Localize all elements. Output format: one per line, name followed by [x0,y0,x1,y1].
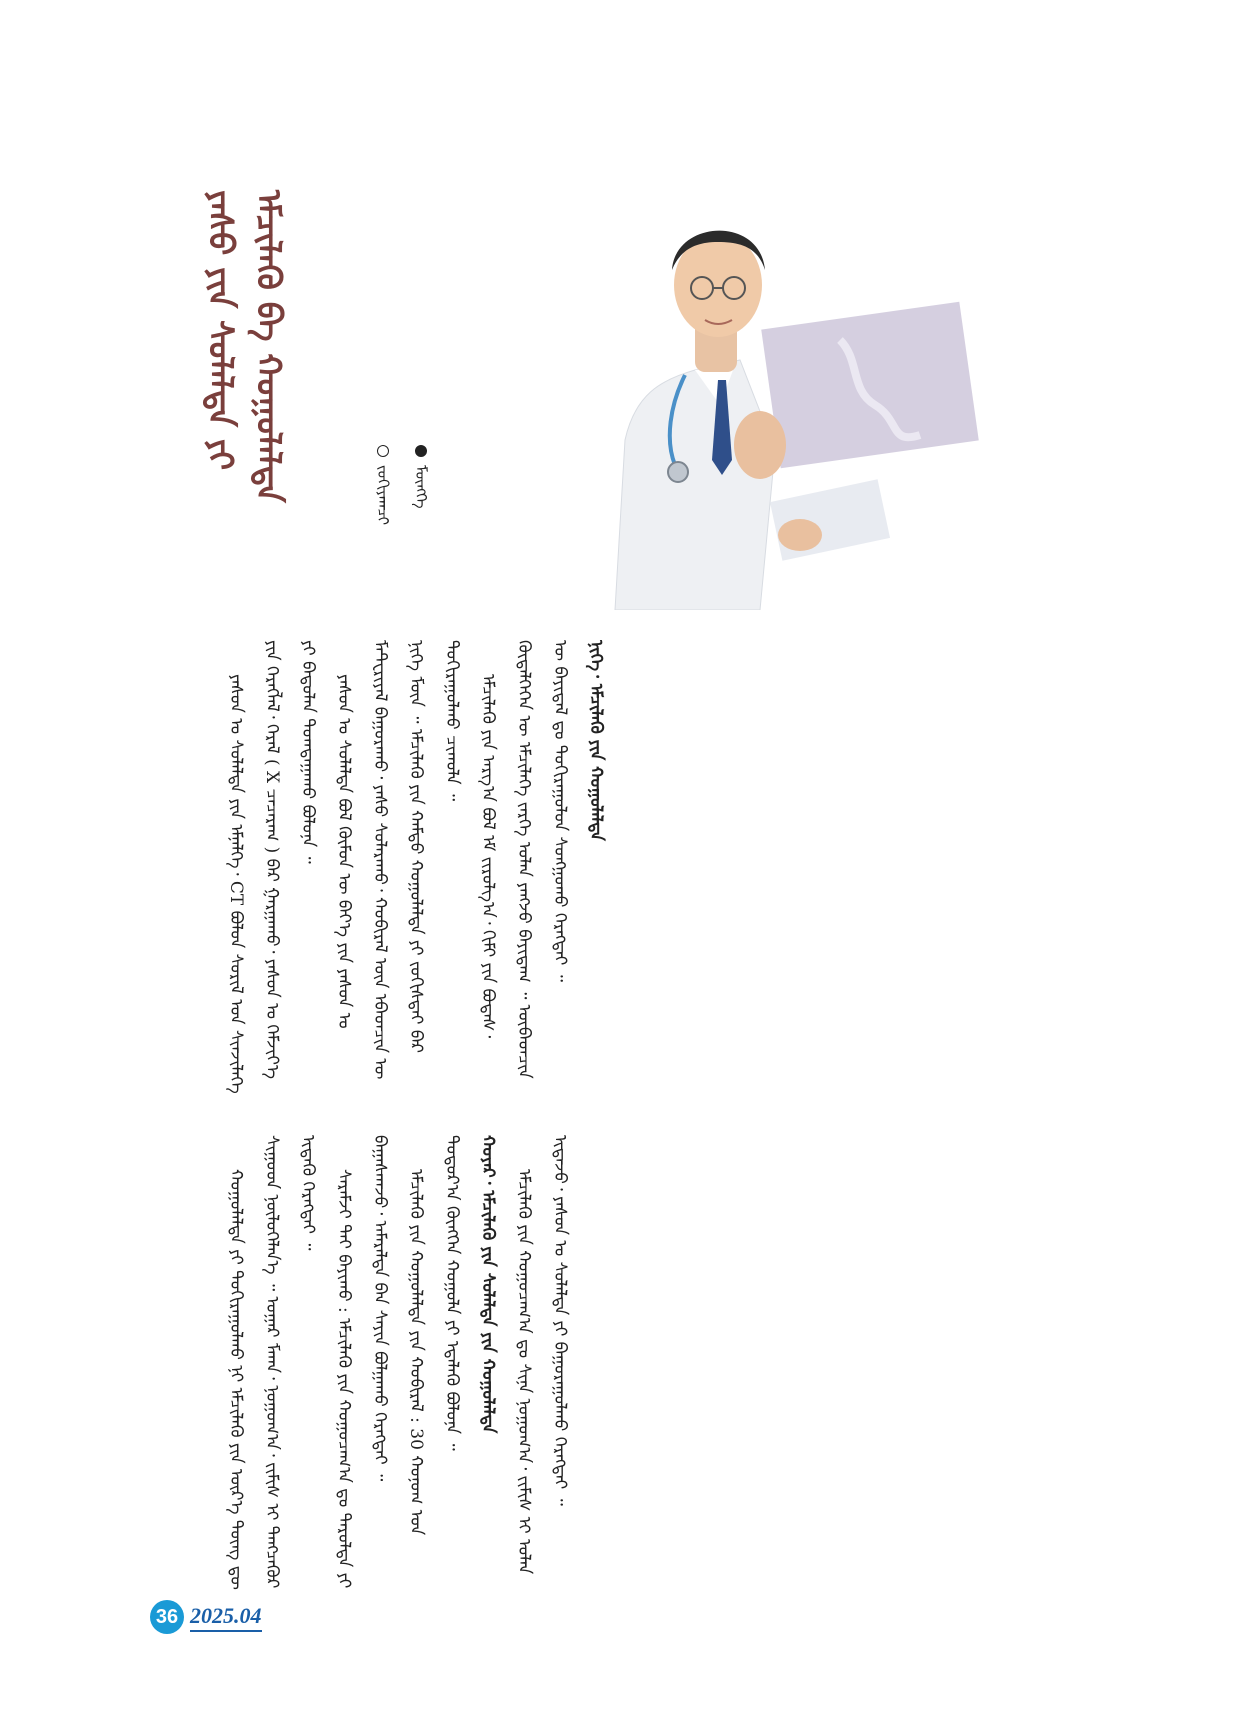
byline-label: ᠵᠣᠬᠢᠶᠠᠭᠴᠢ [374,465,392,526]
body-paragraph-2: ᠶᠠᠰᠤᠨ ᠤ ᠰᠤᠯᠠᠯᠲᠠ ᠪᠣᠯ ᠬᠦᠮᠦᠨ ᠦ ᠪᠡᠶ᠎ᠡ ᠶᠢᠨ ᠶᠠᠰᠤᠨ ᠤ ᠮᠠᠲ᠋ᠧᠷᠢᠶᠠᠯ ᠪᠠᠭᠤᠷᠠᠬᠤ᠂ ᠶᠠᠰᠤ ᠰᠤᠯᠠᠷᠠᠬᠤ᠂ ᠬᠤᠪᠢᠷᠠᠯ ᠦᠨ ᠡᠪᠡᠳᠴᠢᠨ ᠦ ᠨᠢᠭᠡ ᠮᠥᠨ ᠃ ᠡᠮᠴᠢᠯᠡᠬᠦ ᠶᠢᠨ ᠬᠠᠮᠲᠤ ᠬᠣᠭᠤᠯᠠᠯᠲᠠ ᠶᠢ ᠵᠣᠬᠢᠰᠲᠠᠶ ᠪᠠᠷ ᠲᠣᠬᠢᠷᠠᠭᠤᠯᠬᠤ ᠴᠢᠬᠤᠯᠠ ᠃ [334,640,462,1080]
title-line-1: ᠶᠠᠰᠤ ᠶᠢᠨ ᠰᠤᠯᠠᠯᠲᠠ ᠶᠢ [200,190,240,471]
body-paragraph-1: ᠶᠠᠰᠤᠨ ᠤ ᠰᠤᠯᠠᠯᠲᠠ ᠶᠢᠨ ᠡᠮᠨᠡᠯᠭᠡ᠂ CT ᠪᠣᠯᠣᠨ ᠰᠣᠷᠢᠯ ᠤᠨ ᠰᠢᠨᠵᠢᠯᠡᠭᠡ ᠶᠢᠨ ᠬᠡᠷᠡᠭᠯᠡᠯ᠂ ᠭᠡᠷᠡᠯ ( X ᠴᠠᠴᠠᠷᠠᠭ ) ᠪᠡᠷ ᠭᠠᠷᠭᠠᠬᠤ᠂ ᠶᠠᠰᠤᠨ ᠤ ᠬᠡᠮᠵᠢᠶ᠎ᠡ ᠶᠢ ᠪᠠᠲᠤᠯᠠᠨ ᠲᠣᠭᠲᠠᠭᠠᠬᠤ ᠪᠣᠯᠤᠨᠠ ᠃ [226,640,318,1094]
article-body [218,640,1078,1590]
title-line-2: ᠡᠮᠴᠢᠯᠡᠬᠦ ᠪᠠ ᠬᠣᠭᠤᠯᠠᠯᠲᠠ [248,190,288,503]
circle-outline-icon [377,445,389,457]
article-title [200,190,320,570]
doctor-illustration-svg [600,190,1010,610]
body-paragraph-5: ᠰᠡᠷᠡᠮᠵᠢ ᠲᠠᠢ ᠪᠠᠶᠢᠬᠤ : ᠡᠮᠴᠢᠯᠡᠬᠦ ᠶᠢᠨ ᠬᠤᠭᠤᠴᠠᠭ᠎ᠠ ᠳᠤ ᠳᠠᠷᠤᠯᠲᠠ ᠶᠢ ᠪᠠᠭᠠᠰᠬᠠᠵᠤ᠂ ᠠᠮᠠᠷᠠᠯᠲᠠ ᠪᠠᠨ ᠰᠠᠶᠢᠨ ᠪᠣᠯᠭᠠᠬᠤ ᠬᠡᠷᠡᠭᠲᠡᠶ ᠃ [334,1135,390,1589]
doctor-xray-illustration [600,190,1010,610]
byline-author: ᠮᠥᠩᠬᠡ [412,465,430,509]
byline [370,445,434,535]
circle-filled-icon [415,445,427,457]
page-number: 36 [150,1600,184,1634]
body-paragraph-4: ᠬᠣᠭᠤᠯᠠᠯᠲᠠ ᠶᠢ ᠲᠣᠬᠢᠷᠠᠭᠤᠯᠬᠤ ᠨᠢ ᠡᠮᠴᠢᠯᠡᠬᠦ ᠶᠢᠨ ᠦᠷ᠎ᠡ ᠳᠦᠩ ᠳᠦ ᠰᠢᠭᠤᠳ ᠨᠥᠯᠥᠭᠡᠯᠡᠨ᠎ᠡ ᠃ ᠤᠭᠠᠷ ᠮᠠᠬᠠ᠂ ᠨᠣᠭᠣᠭ᠎ᠠ᠂ ᠵᠢᠮᠢᠰ ᠢ ᠲᠡᠩᠴᠡᠭᠦᠷ ᠢᠳᠡᠬᠦ ᠬᠡᠷᠡᠭᠲᠡᠶ ᠃ [226,1135,318,1590]
page-footer [150,1600,262,1634]
body-paragraph-3: ᠡᠮᠴᠢᠯᠡᠬᠦ ᠶᠢᠨ ᠠᠷᠭ᠎ᠠ ᠪᠣᠯ ᠡᠮ ᠵᠢᠷᠤᠯᠭ᠎ᠠ᠂ ᠬᠢᠮᠢ ᠶᠢᠨ ᠪᠣᠳᠠᠰ᠂ ᠬᠥᠳᠡᠯᠭᠡᠭᠡᠨ ᠦ ᠡᠮᠴᠢᠯᠡᠭᠡ ᠵᠡᠷᠭᠡ ᠣᠯᠠᠨ ᠶᠠᠩᠵᠤ ᠪᠠᠶᠢᠳᠠᠭ ᠃ ᠥᠪᠡᠳᠴᠢᠨ ᠦ ᠪᠠᠶᠢᠳᠠᠯ ᠳᠤ ᠲᠣᠬᠢᠷᠠᠭᠤᠯᠤᠨ ᠰᠣᠩᠭᠣᠬᠤ ᠬᠡᠷᠡᠭᠲᠡᠶ ᠃ [478,640,570,1079]
body-paragraph-6: ᠡᠮᠴᠢᠯᠡᠬᠦ ᠶᠢᠨ ᠬᠣᠭᠤᠯᠠᠯᠲᠠ ᠶᠢᠨ ᠬᠤᠪᠢᠷᠠᠯ : 30 ᠬᠣᠨᠣᠭ ᠤᠨ ᠳᠣᠲᠣᠷ᠎ᠠ ᠬᠥᠩᠭᠡᠨ ᠬᠣᠭᠤᠯᠠ ᠶᠢ ᠡᠳᠡᠯᠡᠬᠦ ᠪᠣᠯᠤᠨᠠ ᠃ [406,1135,462,1536]
body-paragraph-7: ᠡᠮᠴᠢᠯᠡᠬᠦ ᠶᠢᠨ ᠬᠤᠭᠤᠴᠠᠭ᠎ᠠ ᠳᠤ ᠰᠢᠨᠡ ᠨᠣᠭᠣᠭ᠎ᠠ᠂ ᠵᠢᠮᠢᠰ ᠢ ᠣᠯᠠᠨ ᠢᠳᠡᠵᠦ᠂ ᠶᠠᠰᠤᠨ ᠤ ᠰᠤᠯᠠᠯᠲᠠ ᠶᠢ ᠪᠠᠭᠤᠷᠠᠭᠤᠯᠬᠤ ᠬᠡᠷᠡᠭᠲᠡᠶ ᠃ [514,1135,570,1575]
section-heading-1: ᠨᠢᠭᠡ᠂ ᠡᠮᠴᠢᠯᠡᠬᠦ ᠶᠢᠨ ᠬᠣᠭᠤᠯᠠᠯᠲᠠ [586,640,606,841]
issue-label: 2025.04 [190,1603,262,1632]
section-heading-2: ᠬᠣᠶᠠᠷ᠂ ᠡᠮᠴᠢᠯᠡᠬᠦ ᠶᠢᠨ ᠰᠤᠯᠠᠯᠲᠠ ᠶᠢᠨ ᠬᠣᠭᠤᠯᠠᠯᠲᠠ [478,1135,498,1434]
